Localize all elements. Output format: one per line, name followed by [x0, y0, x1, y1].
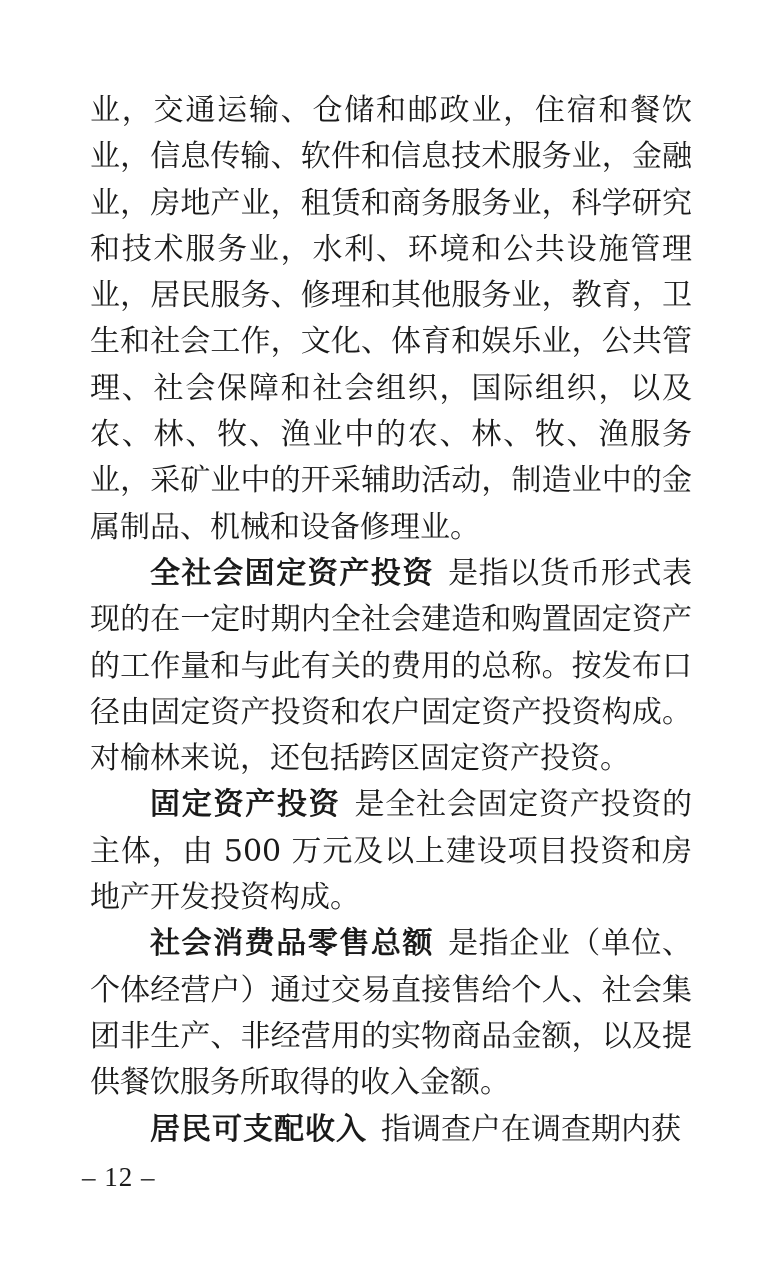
- continued-paragraph: [90, 88, 692, 551]
- definition-term: 全社会固定资产投资: [150, 555, 435, 591]
- definition-text: 是指以货币形式表现的在一定时期内全社会建造和购置固定资产的工作量和与此有关的费用的总称。按发布口径由固定资产投资和农户固定资产投资构成。对榆林来说，还包括跨区固定资产投资。: [90, 555, 692, 777]
- document-body: [90, 88, 692, 1153]
- definition-text: 指调查户在调查期内获: [381, 1111, 681, 1147]
- definition-term: 社会消费品零售总额: [150, 926, 435, 962]
- definition-total-fixed-asset-investment: [90, 551, 692, 782]
- definition-text: 是指企业（单位、个体经营户）通过交易直接售给个人、社会集团非生产、非经营用的实物商品金额，以及提供餐饮服务所取得的收入金额。: [90, 926, 692, 1101]
- page-number: – 12 –: [82, 1162, 156, 1192]
- definition-text: 是全社会固定资产投资的主体，由 500 万元及以上建设项目投资和房地产开发投资构成。: [90, 787, 692, 916]
- definition-fixed-asset-investment: [90, 782, 692, 921]
- definition-retail-sales: [90, 921, 692, 1106]
- definition-term: 固定资产投资: [150, 787, 341, 823]
- definition-term: 居民可支配收入: [150, 1111, 367, 1147]
- paragraph-text: 业，交通运输、仓储和邮政业，住宿和餐饮业，信息传输、软件和信息技术服务业，金融业，房地产业，租赁和商务服务业，科学研究和技术服务业，水利、环境和公共设施管理业，居民服务、修理和其他服务业，教育，卫生和社会工作，文化、体育和娱乐业，公共管理、社会保障和社会组织，国际组织，以及农、林、牧、渔业中的农、林、牧、渔服务业，采矿业中的开采辅助活动，制造业中的金属制品、机械和设备修理业。: [90, 93, 692, 545]
- definition-disposable-income: [90, 1107, 692, 1153]
